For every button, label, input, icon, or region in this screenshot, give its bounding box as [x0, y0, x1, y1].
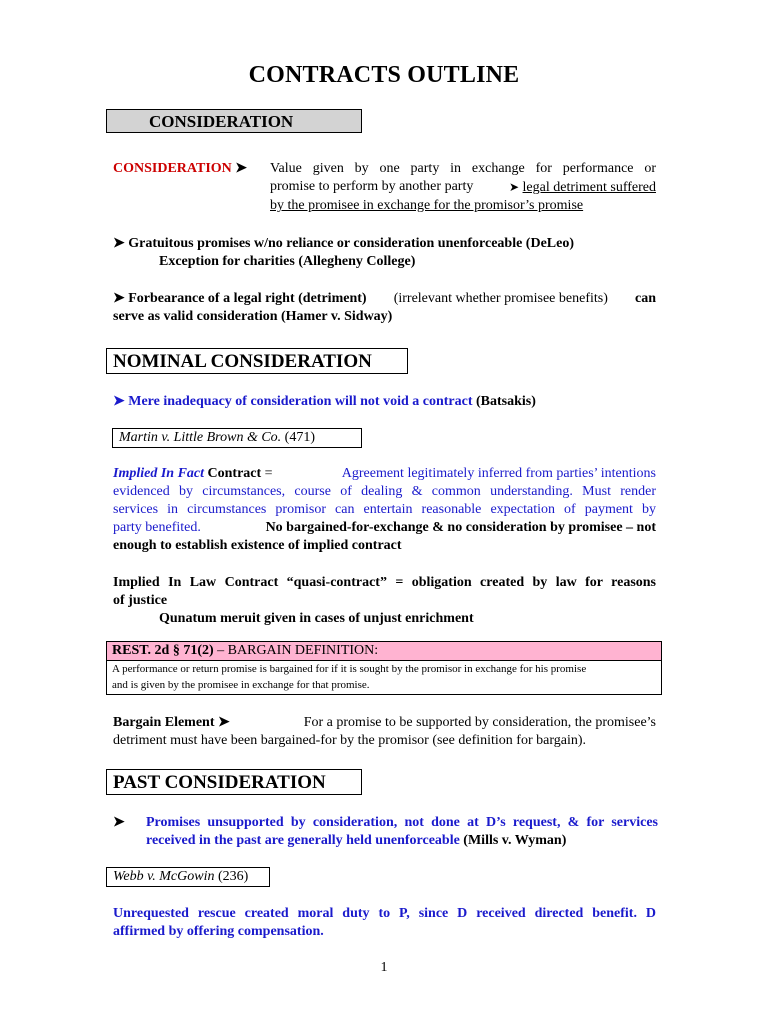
implied-in-fact-paragraph — [113, 465, 656, 555]
implied-in-law-paragraph — [113, 574, 656, 628]
section-heading-consideration: CONSIDERATION — [106, 109, 362, 133]
webb-paragraph — [113, 905, 656, 941]
case-name-webb: Webb v. McGowin — [113, 869, 215, 884]
consideration-term — [113, 160, 247, 178]
section-heading-nominal: NOMINAL CONSIDERATION — [106, 348, 408, 374]
page-title: CONTRACTS OUTLINE — [248, 62, 520, 88]
implied-law-line2: of justice — [113, 593, 168, 608]
implied-law-line1: Implied In Law Contract “quasi-contract” = obligation created by law for reasons — [113, 575, 656, 590]
consideration-def-line2 — [270, 178, 656, 197]
consideration-definition — [270, 160, 656, 215]
restatement-body-line2: and is given by the promisee in exchange for that promise. — [112, 679, 370, 691]
consideration-term-label: CONSIDERATION — [113, 161, 232, 176]
implied-fact-line4-bold: No bargained-for-exchange & no consideration by promisee – not — [265, 520, 656, 535]
bargain-element-term: Bargain Element — [113, 715, 215, 730]
consideration-def-line1: Value given by one party in exchange for performance or — [270, 161, 656, 176]
gratuitous-promises-point — [113, 235, 673, 271]
past-consideration-point — [113, 814, 658, 850]
arrow-icon: ➤ — [508, 180, 520, 194]
case-box-webb — [106, 867, 270, 887]
arrow-icon: ➤ — [113, 236, 125, 251]
past-point-line1: Promises unsupported by consideration, not done at D’s request, & for services — [146, 815, 658, 830]
restatement-title: – BARGAIN DEFINITION: — [217, 643, 379, 658]
forbearance-point — [113, 290, 656, 326]
forbearance-normal: (irrelevant whether promisee benefits) — [393, 291, 608, 306]
bargain-element-line1: For a promise to be supported by consideration, the promisee’s — [303, 715, 656, 730]
implied-law-line3: Qunatum meruit given in cases of unjust enrichment — [159, 611, 474, 626]
implied-fact-term: Implied In Fact — [113, 466, 205, 481]
arrow-icon: ➤ — [235, 161, 247, 176]
gratuitous-line2: Exception for charities (Allegheny College) — [159, 254, 416, 269]
nominal-point — [113, 393, 673, 411]
consideration-def-line3: by the promisee in exchange for the promisor’s promise — [270, 198, 584, 213]
case-page-webb: (236) — [217, 869, 249, 884]
forbearance-bold: Forbearance of a legal right (detriment) — [128, 291, 367, 306]
arrow-icon: ➤ — [113, 394, 125, 409]
implied-fact-line5: enough to establish existence of implied contract — [113, 538, 402, 553]
implied-fact-contract: Contract — [207, 466, 262, 481]
forbearance-line2: serve as valid consideration (Hamer v. Sidway) — [113, 309, 393, 324]
consideration-def-line2a: promise to perform by another party — [270, 179, 474, 194]
arrow-icon: ➤ — [218, 715, 230, 730]
implied-fact-line1: Agreement legitimately inferred from parties’ intentions — [341, 466, 656, 481]
restatement-box — [106, 641, 662, 695]
past-point-line2-blue: received in the past are generally held unenforceable — [146, 833, 460, 848]
page-number: 1 — [380, 960, 388, 975]
arrow-icon: ➤ — [113, 815, 125, 830]
restatement-header — [107, 642, 661, 661]
restatement-body — [107, 661, 661, 693]
case-page-martin: (471) — [284, 430, 315, 445]
section-heading-past: PAST CONSIDERATION — [106, 769, 362, 795]
case-name-martin: Martin v. Little Brown & Co. — [119, 430, 282, 445]
webb-line2: affirmed by offering compensation. — [113, 924, 324, 939]
case-box-martin — [112, 428, 362, 448]
bargain-element-line2: detriment must have been bargained-for by the promisor (see definition for bargain). — [113, 733, 586, 748]
forbearance-can: can — [635, 291, 656, 306]
gratuitous-line1: Gratuitous promises w/no reliance or consideration unenforceable (DeLeo) — [128, 236, 574, 251]
implied-fact-line4-blue: party benefited. — [113, 520, 201, 535]
legal-detriment-text: legal detriment suffered — [522, 180, 656, 195]
webb-line1: Unrequested rescue created moral duty to P, since D received directed benefit. D — [113, 906, 656, 921]
restatement-section: REST. 2d § 71(2) — [112, 643, 214, 658]
restatement-body-line1: A performance or return promise is bargained for if it is sought by the promisor in exchange for his promise — [112, 663, 587, 675]
implied-fact-eq: = — [264, 466, 273, 481]
arrow-icon: ➤ — [113, 291, 125, 306]
bargain-element-paragraph — [113, 714, 656, 750]
implied-fact-line3: services in circumstances promisor can entertain reasonable expectation of payment by — [113, 502, 656, 517]
nominal-point-blue: Mere inadequacy of consideration will not void a contract — [128, 394, 473, 409]
past-point-line2-case: (Mills v. Wyman) — [463, 833, 567, 848]
nominal-point-case: (Batsakis) — [476, 394, 536, 409]
implied-fact-line2: evidenced by circumstances, course of dealing & common understanding. Must render — [113, 484, 656, 499]
